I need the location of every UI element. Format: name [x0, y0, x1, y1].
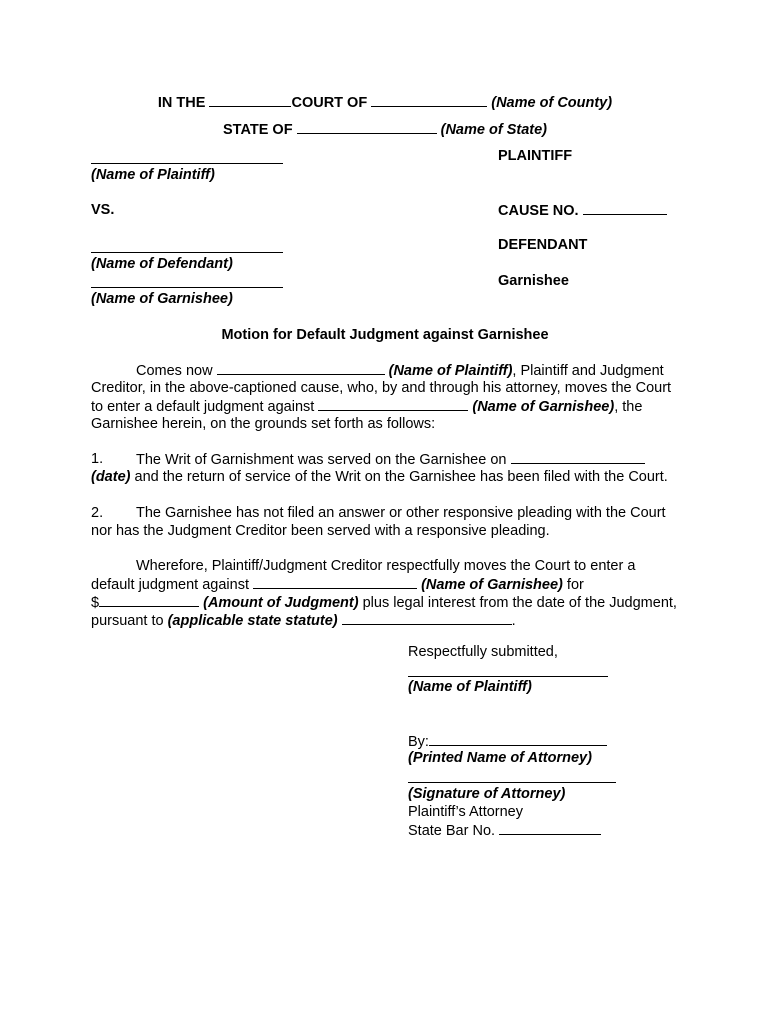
wherefore-line-3 — [91, 593, 677, 612]
wherefore-garnishee-placeholder: (Name of Garnishee) — [421, 577, 563, 593]
comes-now-text: Comes now — [136, 363, 213, 379]
document-title: Motion for Default Judgment against Garnishee — [221, 327, 549, 343]
intro-line-3 — [91, 397, 642, 416]
item-1-line-1 — [136, 450, 645, 469]
item-1-line-2 — [91, 468, 668, 486]
court-of-label: COURT OF — [291, 95, 368, 111]
wherefore-line-1: Wherefore, Plaintiff/Judgment Creditor respectfully moves the Court to enter a — [136, 558, 636, 574]
signature-plaintiff-placeholder: (Name of Plaintiff) — [408, 679, 532, 695]
garnishee-role: Garnishee — [498, 273, 569, 289]
item-2-line-2: nor has the Judgment Creditor been served with a responsive pleading. — [91, 523, 550, 539]
intro-line-4: Garnishee herein, on the grounds set forth as follows: — [91, 416, 436, 432]
defendant-name-placeholder: (Name of Defendant) — [91, 256, 233, 272]
for-text: for — [562, 577, 584, 593]
return-of-service-text: and the return of service of the Writ on the Garnishee has been filed with the Court. — [130, 469, 668, 485]
garnishee-placeholder: (Name of Garnishee) — [472, 399, 615, 415]
signature-attorney-placeholder: (Signature of Attorney) — [408, 786, 566, 802]
wherefore-garnishee-blank — [253, 575, 417, 589]
defendant-name-rule — [91, 252, 283, 253]
state-blank — [297, 120, 437, 134]
plaintiff-placeholder: (Name of Plaintiff) — [388, 363, 513, 379]
cause-no-blank — [583, 201, 667, 215]
plaintiff-creditor-text: , Plaintiff and Judgment — [512, 363, 664, 379]
attorney-signature-rule — [408, 782, 616, 783]
printed-attorney-placeholder: (Printed Name of Attorney) — [408, 750, 592, 766]
court-name-blank — [371, 93, 487, 107]
date-blank — [511, 450, 645, 464]
cause-no-line — [498, 201, 667, 220]
court-line — [0, 93, 770, 112]
enter-default-text: to enter a default judgment against — [91, 399, 315, 415]
intro-line-2: Creditor, in the above-captioned cause, who, by and through his attorney, moves the Court — [91, 380, 672, 396]
garnishee-blank — [318, 397, 468, 411]
cause-no-label: CAUSE NO. — [498, 203, 579, 219]
item-2-line-1: The Garnishee has not filed an answer or other responsive pleading with the Court — [136, 505, 666, 521]
state-of-label: STATE OF — [223, 122, 293, 138]
plaintiff-blank — [217, 361, 385, 375]
writ-served-text: The Writ of Garnishment was served on the Garnishee on — [136, 452, 507, 468]
defendant-role: DEFENDANT — [498, 237, 588, 253]
state-bar-blank — [499, 821, 601, 835]
dollar-sign: $ — [91, 595, 100, 611]
state-bar-label: State Bar No. — [408, 823, 496, 839]
plaintiff-name-rule — [91, 163, 283, 164]
plaintiff-role: PLAINTIFF — [498, 148, 573, 164]
statute-placeholder: (applicable state statute) — [167, 613, 338, 629]
amount-blank — [99, 593, 199, 607]
plaintiff-signature-rule — [408, 676, 608, 677]
item-2-number: 2. — [91, 505, 104, 521]
respectfully-submitted: Respectfully submitted, — [408, 644, 558, 660]
by-blank — [429, 732, 607, 746]
default-judgment-text: default judgment against — [91, 577, 249, 593]
item-1-number: 1. — [91, 451, 104, 467]
the-text: , the — [614, 399, 643, 415]
wherefore-line-4 — [91, 611, 516, 630]
state-line — [0, 120, 770, 139]
garnishee-name-rule — [91, 287, 283, 288]
plaintiff-name-placeholder: (Name of Plaintiff) — [91, 167, 215, 183]
state-bar-line — [408, 821, 601, 840]
state-placeholder: (Name of State) — [440, 122, 547, 138]
pursuant-to-text: pursuant to — [91, 613, 164, 629]
garnishee-name-placeholder: (Name of Garnishee) — [91, 291, 233, 307]
wherefore-line-2 — [91, 575, 584, 594]
vs-label: VS. — [91, 202, 115, 218]
by-label: By: — [408, 734, 429, 750]
in-the-label: IN THE — [157, 95, 206, 111]
period-text: . — [511, 613, 516, 629]
date-placeholder: (date) — [91, 469, 131, 485]
legal-interest-text: plus legal interest from the date of the Judgment, — [358, 595, 677, 611]
intro-line-1 — [136, 361, 664, 380]
statute-blank — [342, 611, 512, 625]
county-placeholder: (Name of County) — [491, 95, 613, 111]
court-blank — [209, 93, 291, 107]
amount-placeholder: (Amount of Judgment) — [203, 595, 359, 611]
plaintiffs-attorney-label: Plaintiff’s Attorney — [408, 804, 523, 820]
